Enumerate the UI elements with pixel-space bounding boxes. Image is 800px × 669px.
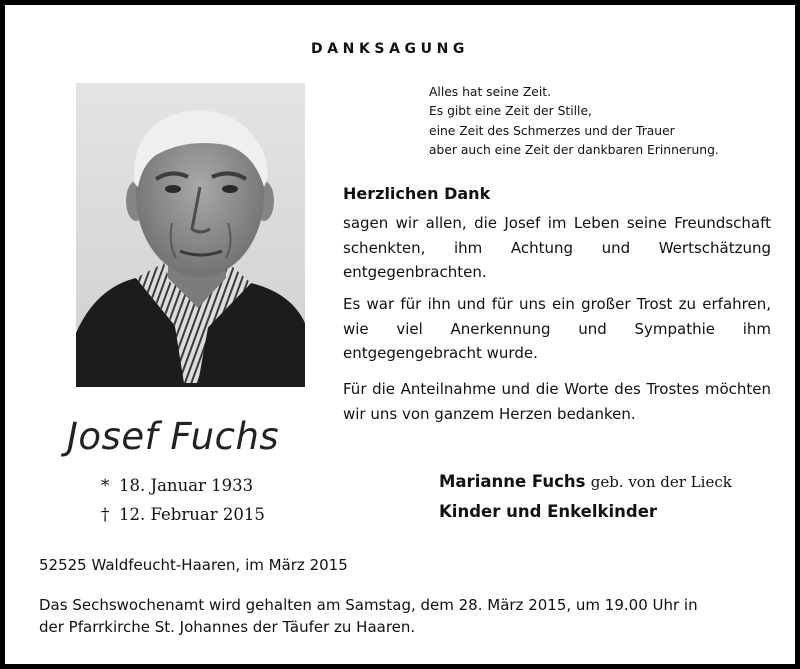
thanks-title: Herzlichen Dank bbox=[343, 184, 491, 203]
poem-line: aber auch eine Zeit der dankbaren Erinnerung. bbox=[429, 142, 719, 157]
service-line: der Pfarrkirche St. Johannes der Täufer zu Haaren. bbox=[39, 618, 416, 636]
thanks-paragraph: sagen wir allen, die Josef im Leben seine Freundschaft schenkten, ihm Achtung und Wertschätzung entgegenbrachten. bbox=[343, 214, 771, 281]
notice-heading: DANKSAGUNG bbox=[311, 41, 470, 57]
birth-line bbox=[101, 471, 265, 500]
deceased-name: Josef Fuchs bbox=[67, 415, 280, 458]
place-and-date: 52525 Waldfeucht-Haaren, im März 2015 bbox=[39, 556, 348, 574]
thanks-paragraph: Es war für ihn und für uns ein großer Trost zu erfahren, wie viel Anerkennung und Sympathie ihm entgegengebracht wurde. bbox=[343, 295, 771, 362]
portrait-illustration bbox=[76, 83, 305, 387]
poem-line: eine Zeit des Schmerzes und der Trauer bbox=[429, 123, 675, 138]
poem-line: Alles hat seine Zeit. bbox=[429, 85, 551, 99]
secondary-signatory bbox=[439, 497, 732, 527]
life-dates bbox=[101, 471, 265, 529]
death-date: 12. Februar 2015 bbox=[119, 505, 265, 524]
secondary-signatory-name: Kinder und Enkelkinder bbox=[439, 502, 658, 521]
birth-symbol: * bbox=[101, 476, 110, 495]
birth-date: 18. Januar 1933 bbox=[119, 476, 254, 495]
poem bbox=[429, 83, 719, 160]
primary-signatory-name: Marianne Fuchs bbox=[439, 472, 586, 491]
portrait-photo bbox=[76, 83, 305, 387]
death-line bbox=[101, 500, 265, 529]
poem-line: Es gibt eine Zeit der Stille, bbox=[429, 104, 592, 119]
signatories bbox=[439, 467, 732, 527]
service-line: Das Sechswochenamt wird gehalten am Samstag, dem 28. März 2015, um 19.00 Uhr in bbox=[39, 596, 698, 614]
cross-symbol: † bbox=[101, 505, 110, 524]
thanks-paragraph: Für die Anteilnahme und die Worte des Trostes möchten wir uns von ganzem Herzen bedanken. bbox=[343, 380, 771, 423]
maiden-name-note: geb. von der Lieck bbox=[590, 473, 732, 491]
primary-signatory bbox=[439, 467, 732, 497]
service-announcement bbox=[39, 594, 779, 638]
